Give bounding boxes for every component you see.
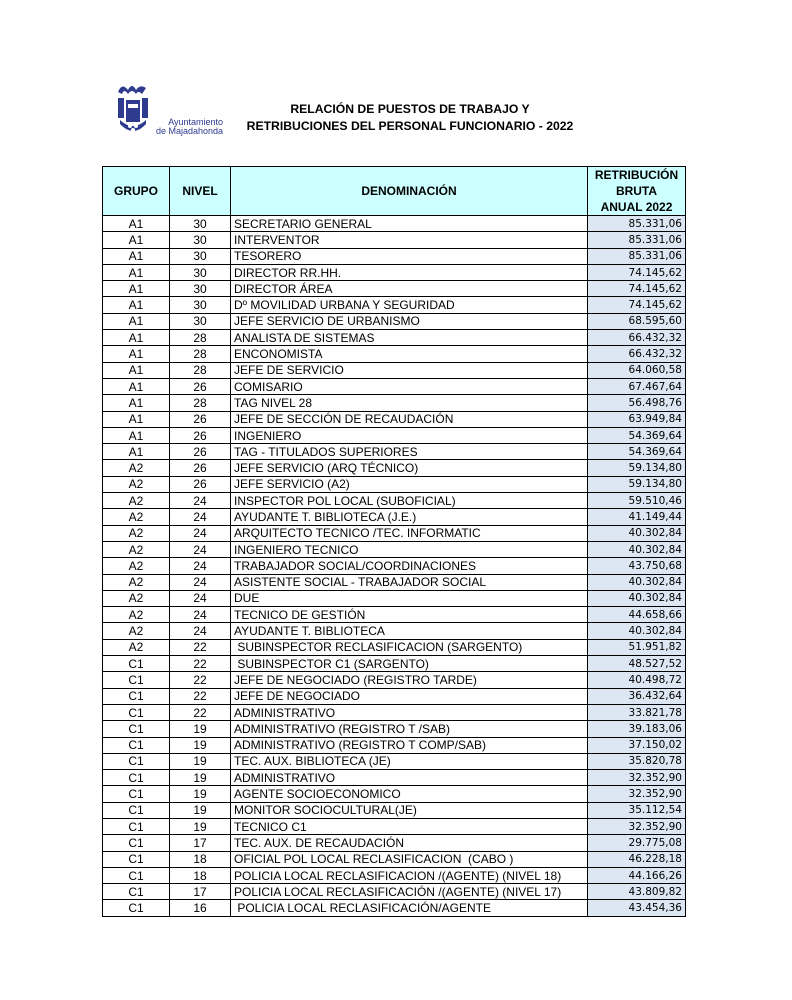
denominacion-cell: ADMINISTRATIVO (231, 770, 588, 786)
denominacion-cell: TEC. AUX. DE RECAUDACIÓN (231, 835, 588, 851)
nivel-cell: 22 (170, 639, 231, 655)
table-row (103, 558, 686, 574)
denominacion-cell: ADMINISTRATIVO (REGISTRO T /SAB) (231, 721, 588, 737)
retribucion-cell: 32.352,90 (588, 770, 686, 786)
grupo-cell: C1 (103, 900, 170, 916)
table-row (103, 802, 686, 818)
grupo-cell: C1 (103, 704, 170, 720)
title-line1: RELACIÓN DE PUESTOS DE TRABAJO Y (290, 102, 530, 116)
title-line2: RETRIBUCIONES DEL PERSONAL FUNCIONARIO - 2022 (246, 119, 574, 133)
table-header-row (103, 167, 686, 216)
table-row (103, 574, 686, 590)
grupo-cell: C1 (103, 737, 170, 753)
nivel-cell: 28 (170, 362, 231, 378)
nivel-cell: 30 (170, 264, 231, 280)
nivel-cell: 26 (170, 476, 231, 492)
retribucion-cell: 74.145,62 (588, 297, 686, 313)
denominacion-cell: INGENIERO TECNICO (231, 541, 588, 557)
nivel-cell: 19 (170, 753, 231, 769)
nivel-cell: 19 (170, 770, 231, 786)
retribucion-cell: 41.149,44 (588, 509, 686, 525)
table-row (103, 623, 686, 639)
denominacion-cell: COMISARIO (231, 378, 588, 394)
table-row (103, 607, 686, 623)
retribucion-cell: 48.527,52 (588, 656, 686, 672)
denominacion-cell: TECNICO DE GESTIÓN (231, 607, 588, 623)
table-row (103, 656, 686, 672)
table-row (103, 297, 686, 313)
grupo-cell: A1 (103, 313, 170, 329)
nivel-cell: 18 (170, 867, 231, 883)
table-row (103, 753, 686, 769)
retribucion-cell: 40.302,84 (588, 590, 686, 606)
grupo-cell: A1 (103, 362, 170, 378)
denominacion-cell: TRABAJADOR SOCIAL/COORDINACIONES (231, 558, 588, 574)
nivel-cell: 24 (170, 525, 231, 541)
grupo-cell: A1 (103, 281, 170, 297)
retribucion-cell: 40.302,84 (588, 574, 686, 590)
column-header-grupo: GRUPO (103, 167, 170, 216)
denominacion-cell: JEFE DE SERVICIO (231, 362, 588, 378)
nivel-cell: 28 (170, 346, 231, 362)
table-row (103, 216, 686, 232)
nivel-cell: 30 (170, 216, 231, 232)
retribucion-cell: 56.498,76 (588, 395, 686, 411)
denominacion-cell: TECNICO C1 (231, 818, 588, 834)
retribucion-header-line1: RETRIBUCIÓN (594, 168, 679, 182)
retribucion-cell: 63.949,84 (588, 411, 686, 427)
nivel-cell: 19 (170, 786, 231, 802)
table-row (103, 721, 686, 737)
grupo-cell: C1 (103, 672, 170, 688)
denominacion-cell: ADMINISTRATIVO (231, 704, 588, 720)
retribucion-cell: 33.821,78 (588, 704, 686, 720)
retribucion-cell: 32.352,90 (588, 818, 686, 834)
denominacion-cell: INGENIERO (231, 427, 588, 443)
retribucion-cell: 74.145,62 (588, 281, 686, 297)
denominacion-cell: TESORERO (231, 248, 588, 264)
retribucion-cell: 68.595,60 (588, 313, 686, 329)
table-row (103, 541, 686, 557)
grupo-cell: C1 (103, 753, 170, 769)
grupo-cell: C1 (103, 835, 170, 851)
table-row (103, 688, 686, 704)
denominacion-cell: JEFE DE NEGOCIADO (REGISTRO TARDE) (231, 672, 588, 688)
retribucion-cell: 51.951,82 (588, 639, 686, 655)
nivel-cell: 17 (170, 835, 231, 851)
nivel-cell: 26 (170, 460, 231, 476)
nivel-cell: 24 (170, 509, 231, 525)
nivel-cell: 24 (170, 541, 231, 557)
table-row (103, 378, 686, 394)
retribucion-cell: 54.369,64 (588, 427, 686, 443)
retribucion-cell: 44.658,66 (588, 607, 686, 623)
nivel-cell: 28 (170, 330, 231, 346)
grupo-cell: A2 (103, 525, 170, 541)
retribucion-cell: 40.498,72 (588, 672, 686, 688)
denominacion-cell: DUE (231, 590, 588, 606)
table-row (103, 232, 686, 248)
retribucion-cell: 43.750,68 (588, 558, 686, 574)
denominacion-cell: Dº MOVILIDAD URBANA Y SEGURIDAD (231, 297, 588, 313)
denominacion-cell: INSPECTOR POL LOCAL (SUBOFICIAL) (231, 493, 588, 509)
table-row (103, 525, 686, 541)
table-body (103, 216, 686, 917)
table-row (103, 395, 686, 411)
nivel-cell: 18 (170, 851, 231, 867)
table-row (103, 672, 686, 688)
denominacion-cell: TAG NIVEL 28 (231, 395, 588, 411)
grupo-cell: A2 (103, 590, 170, 606)
denominacion-cell: ARQUITECTO TECNICO /TEC. INFORMATIC (231, 525, 588, 541)
table-row (103, 460, 686, 476)
denominacion-cell: SUBINSPECTOR RECLASIFICACION (SARGENTO) (231, 639, 588, 655)
nivel-cell: 30 (170, 281, 231, 297)
table-row (103, 704, 686, 720)
denominacion-cell: JEFE SERVICIO (ARQ TÉCNICO) (231, 460, 588, 476)
nivel-cell: 26 (170, 411, 231, 427)
logo-caption (156, 118, 223, 136)
table-row (103, 330, 686, 346)
grupo-cell: A1 (103, 346, 170, 362)
denominacion-cell: AYUDANTE T. BIBLIOTECA (J.E.) (231, 509, 588, 525)
nivel-cell: 19 (170, 721, 231, 737)
table-row (103, 313, 686, 329)
nivel-cell: 19 (170, 737, 231, 753)
nivel-cell: 30 (170, 232, 231, 248)
retribucion-cell: 59.510,46 (588, 493, 686, 509)
table-row (103, 281, 686, 297)
salary-table (102, 166, 686, 917)
logo-text-line2: de Majadahonda (156, 126, 224, 136)
table-row (103, 444, 686, 460)
table-row (103, 264, 686, 280)
grupo-cell: A2 (103, 541, 170, 557)
nivel-cell: 30 (170, 248, 231, 264)
retribucion-cell: 46.228,18 (588, 851, 686, 867)
nivel-cell: 30 (170, 313, 231, 329)
grupo-cell: A2 (103, 509, 170, 525)
table-row (103, 590, 686, 606)
retribucion-cell: 64.060,58 (588, 362, 686, 378)
denominacion-cell: POLICIA LOCAL RECLASIFICACIÓN/AGENTE (231, 900, 588, 916)
grupo-cell: C1 (103, 786, 170, 802)
table-row (103, 248, 686, 264)
nivel-cell: 24 (170, 558, 231, 574)
document-title (220, 101, 600, 135)
column-header-nivel: NIVEL (170, 167, 231, 216)
retribucion-cell: 59.134,80 (588, 476, 686, 492)
table-row (103, 427, 686, 443)
nivel-cell: 28 (170, 395, 231, 411)
denominacion-cell: ASISTENTE SOCIAL - TRABAJADOR SOCIAL (231, 574, 588, 590)
grupo-cell: A2 (103, 476, 170, 492)
retribucion-cell: 54.369,64 (588, 444, 686, 460)
table-row (103, 786, 686, 802)
retribucion-cell: 74.145,62 (588, 264, 686, 280)
denominacion-cell: JEFE SERVICIO DE URBANISMO (231, 313, 588, 329)
retribucion-cell: 40.302,84 (588, 525, 686, 541)
table-row (103, 411, 686, 427)
nivel-cell: 26 (170, 378, 231, 394)
retribucion-cell: 40.302,84 (588, 541, 686, 557)
logo-text-line1: Ayuntamiento (168, 117, 224, 127)
table-row (103, 884, 686, 900)
grupo-cell: A2 (103, 639, 170, 655)
retribucion-cell: 66.432,32 (588, 330, 686, 346)
retribucion-cell: 43.454,36 (588, 900, 686, 916)
grupo-cell: A1 (103, 330, 170, 346)
denominacion-cell: SECRETARIO GENERAL (231, 216, 588, 232)
table-row (103, 770, 686, 786)
grupo-cell: C1 (103, 851, 170, 867)
nivel-cell: 26 (170, 444, 231, 460)
denominacion-cell: JEFE DE SECCIÓN DE RECAUDACIÓN (231, 411, 588, 427)
majadahonda-crest-icon (112, 80, 154, 140)
grupo-cell: A2 (103, 607, 170, 623)
retribucion-cell: 32.352,90 (588, 786, 686, 802)
denominacion-cell: JEFE SERVICIO (A2) (231, 476, 588, 492)
denominacion-cell: ANALISTA DE SISTEMAS (231, 330, 588, 346)
grupo-cell: A1 (103, 232, 170, 248)
nivel-cell: 17 (170, 884, 231, 900)
grupo-cell: C1 (103, 818, 170, 834)
retribucion-cell: 44.166,26 (588, 867, 686, 883)
table-row (103, 818, 686, 834)
retribucion-cell: 59.134,80 (588, 460, 686, 476)
table-row (103, 737, 686, 753)
nivel-cell: 19 (170, 802, 231, 818)
nivel-cell: 24 (170, 623, 231, 639)
table-row (103, 362, 686, 378)
nivel-cell: 16 (170, 900, 231, 916)
grupo-cell: A2 (103, 493, 170, 509)
denominacion-cell: POLICIA LOCAL RECLASIFICACIÓN /(AGENTE) (NIVEL 17) (231, 884, 588, 900)
grupo-cell: C1 (103, 770, 170, 786)
grupo-cell: A1 (103, 378, 170, 394)
grupo-cell: A2 (103, 574, 170, 590)
retribucion-cell: 40.302,84 (588, 623, 686, 639)
nivel-cell: 24 (170, 590, 231, 606)
denominacion-cell: SUBINSPECTOR C1 (SARGENTO) (231, 656, 588, 672)
retribucion-cell: 43.809,82 (588, 884, 686, 900)
grupo-cell: C1 (103, 721, 170, 737)
denominacion-cell: AYUDANTE T. BIBLIOTECA (231, 623, 588, 639)
denominacion-cell: POLICIA LOCAL RECLASIFICACION /(AGENTE) (NIVEL 18) (231, 867, 588, 883)
denominacion-cell: ENCONOMISTA (231, 346, 588, 362)
denominacion-cell: TEC. AUX. BIBLIOTECA (JE) (231, 753, 588, 769)
denominacion-cell: DIRECTOR ÁREA (231, 281, 588, 297)
table-row (103, 509, 686, 525)
grupo-cell: A2 (103, 460, 170, 476)
grupo-cell: A1 (103, 395, 170, 411)
denominacion-cell: ADMINISTRATIVO (REGISTRO T COMP/SAB) (231, 737, 588, 753)
column-header-denominacion: DENOMINACIÓN (231, 167, 588, 216)
retribucion-cell: 66.432,32 (588, 346, 686, 362)
grupo-cell: A2 (103, 558, 170, 574)
nivel-cell: 22 (170, 704, 231, 720)
denominacion-cell: AGENTE SOCIOECONOMICO (231, 786, 588, 802)
nivel-cell: 24 (170, 574, 231, 590)
grupo-cell: A1 (103, 444, 170, 460)
table-row (103, 346, 686, 362)
grupo-cell: A1 (103, 264, 170, 280)
nivel-cell: 22 (170, 672, 231, 688)
nivel-cell: 24 (170, 493, 231, 509)
table-row (103, 493, 686, 509)
grupo-cell: C1 (103, 867, 170, 883)
table-row (103, 851, 686, 867)
retribucion-cell: 35.820,78 (588, 753, 686, 769)
table-row (103, 476, 686, 492)
retribucion-cell: 39.183,06 (588, 721, 686, 737)
denominacion-cell: JEFE DE NEGOCIADO (231, 688, 588, 704)
denominacion-cell: INTERVENTOR (231, 232, 588, 248)
grupo-cell: C1 (103, 884, 170, 900)
denominacion-cell: OFICIAL POL LOCAL RECLASIFICACION (CABO ) (231, 851, 588, 867)
retribucion-cell: 85.331,06 (588, 232, 686, 248)
table-row (103, 867, 686, 883)
denominacion-cell: MONITOR SOCIOCULTURAL(JE) (231, 802, 588, 818)
retribucion-header-line3: ANUAL 2022 (600, 200, 673, 214)
retribucion-cell: 29.775,08 (588, 835, 686, 851)
nivel-cell: 24 (170, 607, 231, 623)
retribucion-cell: 85.331,06 (588, 216, 686, 232)
denominacion-cell: TAG - TITULADOS SUPERIORES (231, 444, 588, 460)
grupo-cell: A1 (103, 411, 170, 427)
retribucion-cell: 85.331,06 (588, 248, 686, 264)
grupo-cell: C1 (103, 656, 170, 672)
nivel-cell: 30 (170, 297, 231, 313)
nivel-cell: 22 (170, 656, 231, 672)
grupo-cell: A1 (103, 248, 170, 264)
table-row (103, 835, 686, 851)
grupo-cell: A1 (103, 297, 170, 313)
grupo-cell: C1 (103, 688, 170, 704)
nivel-cell: 19 (170, 818, 231, 834)
grupo-cell: C1 (103, 802, 170, 818)
nivel-cell: 26 (170, 427, 231, 443)
table-row (103, 900, 686, 916)
nivel-cell: 22 (170, 688, 231, 704)
retribucion-cell: 36.432,64 (588, 688, 686, 704)
grupo-cell: A2 (103, 623, 170, 639)
retribucion-cell: 67.467,64 (588, 378, 686, 394)
retribucion-cell: 35.112,54 (588, 802, 686, 818)
column-header-retribucion (588, 167, 686, 216)
grupo-cell: A1 (103, 216, 170, 232)
table-row (103, 639, 686, 655)
retribucion-header-line2: BRUTA (615, 184, 658, 198)
retribucion-cell: 37.150,02 (588, 737, 686, 753)
grupo-cell: A1 (103, 427, 170, 443)
denominacion-cell: DIRECTOR RR.HH. (231, 264, 588, 280)
